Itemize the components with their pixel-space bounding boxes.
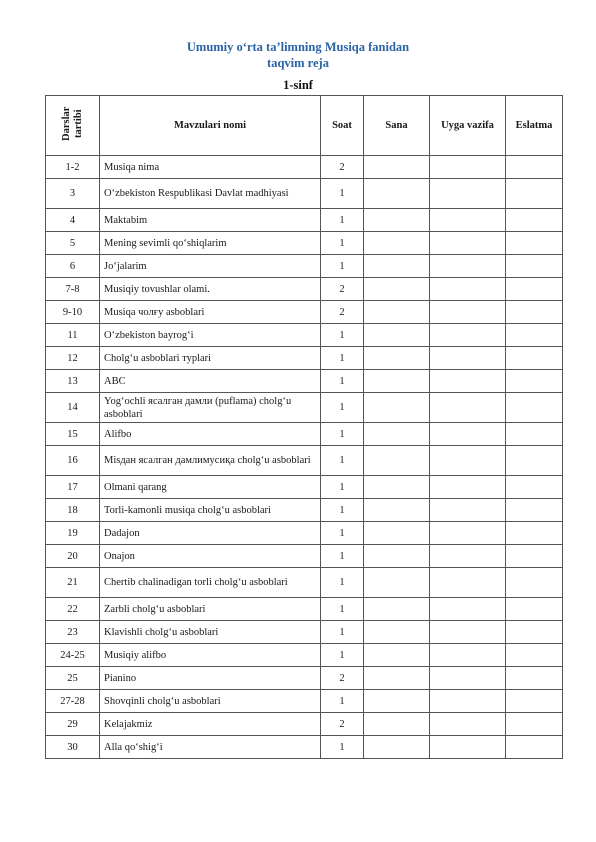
note-cell [506,499,563,522]
homework-cell [430,301,506,324]
topic-cell: Jo‘jalarim [100,255,321,278]
hours-cell: 1 [321,476,364,499]
topic-cell: Kelajakmiz [100,713,321,736]
table-row [46,713,563,736]
homework-cell [430,736,506,759]
homework-cell [430,347,506,370]
header-number: Darslar tartibi [46,96,100,156]
hours-cell: 1 [321,232,364,255]
table-row [46,209,563,232]
table-row [46,278,563,301]
grade-label: 1-sinf [283,78,313,92]
homework-cell [430,255,506,278]
lesson-number-cell: 16 [46,446,100,476]
header-topic: Mavzulari nomi [100,96,321,156]
topic-cell: ABC [100,370,321,393]
topic-cell: Chertib chalinadigan torli cholg‘u asboblari [100,568,321,598]
date-cell [364,736,430,759]
table-row [46,522,563,545]
lesson-number-cell: 6 [46,255,100,278]
topic-cell: Klavishli cholg‘u asboblari [100,621,321,644]
table-row [46,255,563,278]
date-cell [364,522,430,545]
note-cell [506,232,563,255]
note-cell [506,423,563,446]
topic-cell: Misдан ясалган дамлимусиқа cholg‘u asboblari [100,446,321,476]
topic-cell: Musiqa чолғу asboblari [100,301,321,324]
hours-cell: 1 [321,179,364,209]
homework-cell [430,446,506,476]
note-cell [506,476,563,499]
hours-cell: 1 [321,568,364,598]
table-row [46,545,563,568]
hours-cell: 1 [321,598,364,621]
date-cell [364,278,430,301]
header-hours: Soat [321,96,364,156]
note-cell [506,667,563,690]
table-row [46,370,563,393]
date-cell [364,156,430,179]
lesson-number-cell: 3 [46,179,100,209]
header-homework: Uyga vazifa [430,96,506,156]
note-cell [506,301,563,324]
lesson-number-cell: 13 [46,370,100,393]
homework-cell [430,370,506,393]
table-row [46,499,563,522]
homework-cell [430,423,506,446]
date-cell [364,713,430,736]
hours-cell: 2 [321,301,364,324]
lesson-number-cell: 21 [46,568,100,598]
header-date: Sana [364,96,430,156]
lesson-number-cell: 9-10 [46,301,100,324]
table-row [46,324,563,347]
homework-cell [430,644,506,667]
calendar-plan-table [45,95,563,759]
topic-cell: Yog‘ochli ясалган дамли (puflama) cholg‘u asboblari [100,393,321,423]
hours-cell: 1 [321,324,364,347]
date-cell [364,667,430,690]
table-row [46,690,563,713]
date-cell [364,499,430,522]
homework-cell [430,522,506,545]
homework-cell [430,476,506,499]
homework-cell [430,621,506,644]
date-cell [364,179,430,209]
lesson-number-cell: 5 [46,232,100,255]
table-row [46,446,563,476]
note-cell [506,621,563,644]
lesson-number-cell: 17 [46,476,100,499]
date-cell [364,690,430,713]
date-cell [364,644,430,667]
topic-cell: O‘zbekiston Respublikasi Davlat madhiyasi [100,179,321,209]
note-cell [506,690,563,713]
table-row [46,423,563,446]
homework-cell [430,393,506,423]
hours-cell: 1 [321,209,364,232]
lesson-number-cell: 24-25 [46,644,100,667]
topic-cell: Torli-kamonli musiqa cholg‘u asboblari [100,499,321,522]
topic-cell: Musiqiy alifbo [100,644,321,667]
hours-cell: 1 [321,423,364,446]
homework-cell [430,568,506,598]
date-cell [364,324,430,347]
table-row [46,476,563,499]
hours-cell: 2 [321,713,364,736]
lesson-number-cell: 20 [46,545,100,568]
topic-cell: O‘zbekiston bayrog‘i [100,324,321,347]
hours-cell: 2 [321,667,364,690]
hours-cell: 2 [321,156,364,179]
note-cell [506,179,563,209]
note-cell [506,278,563,301]
hours-cell: 2 [321,278,364,301]
hours-cell: 1 [321,545,364,568]
hours-cell: 1 [321,522,364,545]
date-cell [364,568,430,598]
document-subtitle: taqvim reja [267,56,329,70]
topic-cell: Maktabim [100,209,321,232]
date-cell [364,446,430,476]
hours-cell: 1 [321,370,364,393]
date-cell [364,545,430,568]
lesson-number-cell: 1-2 [46,156,100,179]
topic-cell: Onajon [100,545,321,568]
table-row [46,621,563,644]
date-cell [364,232,430,255]
table-row [46,301,563,324]
lesson-number-cell: 18 [46,499,100,522]
table-row [46,393,563,423]
table-row [46,568,563,598]
homework-cell [430,713,506,736]
topic-cell: Musiqiy tovushlar olami. [100,278,321,301]
homework-cell [430,598,506,621]
header-note: Eslatma [506,96,563,156]
homework-cell [430,209,506,232]
lesson-number-cell: 19 [46,522,100,545]
topic-cell: Alla qo‘shig‘i [100,736,321,759]
topic-cell: Olmani qarang [100,476,321,499]
note-cell [506,324,563,347]
lesson-number-cell: 27-28 [46,690,100,713]
hours-cell: 1 [321,347,364,370]
date-cell [364,393,430,423]
table-header-row [46,96,563,156]
hours-cell: 1 [321,621,364,644]
table-row [46,232,563,255]
hours-cell: 1 [321,736,364,759]
note-cell [506,370,563,393]
note-cell [506,545,563,568]
note-cell [506,644,563,667]
homework-cell [430,278,506,301]
note-cell [506,568,563,598]
table-row [46,179,563,209]
homework-cell [430,545,506,568]
table-row [46,644,563,667]
note-cell [506,446,563,476]
date-cell [364,209,430,232]
lesson-number-cell: 14 [46,393,100,423]
homework-cell [430,499,506,522]
note-cell [506,393,563,423]
topic-cell: Mening sevimli qo‘shiqlarim [100,232,321,255]
date-cell [364,476,430,499]
hours-cell: 1 [321,690,364,713]
topic-cell: Cholg‘u asboblari турlari [100,347,321,370]
table-row [46,667,563,690]
note-cell [506,156,563,179]
note-cell [506,255,563,278]
lesson-number-cell: 12 [46,347,100,370]
lesson-number-cell: 22 [46,598,100,621]
table-row [46,347,563,370]
note-cell [506,736,563,759]
homework-cell [430,690,506,713]
table-row [46,598,563,621]
note-cell [506,598,563,621]
note-cell [506,209,563,232]
hours-cell: 1 [321,393,364,423]
lesson-number-cell: 4 [46,209,100,232]
topic-cell: Pianino [100,667,321,690]
lesson-number-cell: 15 [46,423,100,446]
hours-cell: 1 [321,644,364,667]
homework-cell [430,667,506,690]
date-cell [364,423,430,446]
table-row [46,736,563,759]
date-cell [364,621,430,644]
topic-cell: Shovqinli cholg‘u asboblari [100,690,321,713]
lesson-number-cell: 25 [46,667,100,690]
lesson-number-cell: 7-8 [46,278,100,301]
table-row [46,156,563,179]
homework-cell [430,232,506,255]
hours-cell: 1 [321,446,364,476]
homework-cell [430,324,506,347]
topic-cell: Zarbli cholg‘u asboblari [100,598,321,621]
hours-cell: 1 [321,255,364,278]
date-cell [364,255,430,278]
date-cell [364,370,430,393]
lesson-number-cell: 29 [46,713,100,736]
document-title: Umumiy o‘rta ta’limning Musiqa fanidan [186,40,410,54]
topic-cell: Dadajon [100,522,321,545]
note-cell [506,713,563,736]
note-cell [506,522,563,545]
topic-cell: Musiqa nima [100,156,321,179]
topic-cell: Alifbo [100,423,321,446]
date-cell [364,598,430,621]
date-cell [364,347,430,370]
date-cell [364,301,430,324]
lesson-number-cell: 30 [46,736,100,759]
homework-cell [430,156,506,179]
lesson-number-cell: 11 [46,324,100,347]
note-cell [506,347,563,370]
hours-cell: 1 [321,499,364,522]
homework-cell [430,179,506,209]
lesson-number-cell: 23 [46,621,100,644]
